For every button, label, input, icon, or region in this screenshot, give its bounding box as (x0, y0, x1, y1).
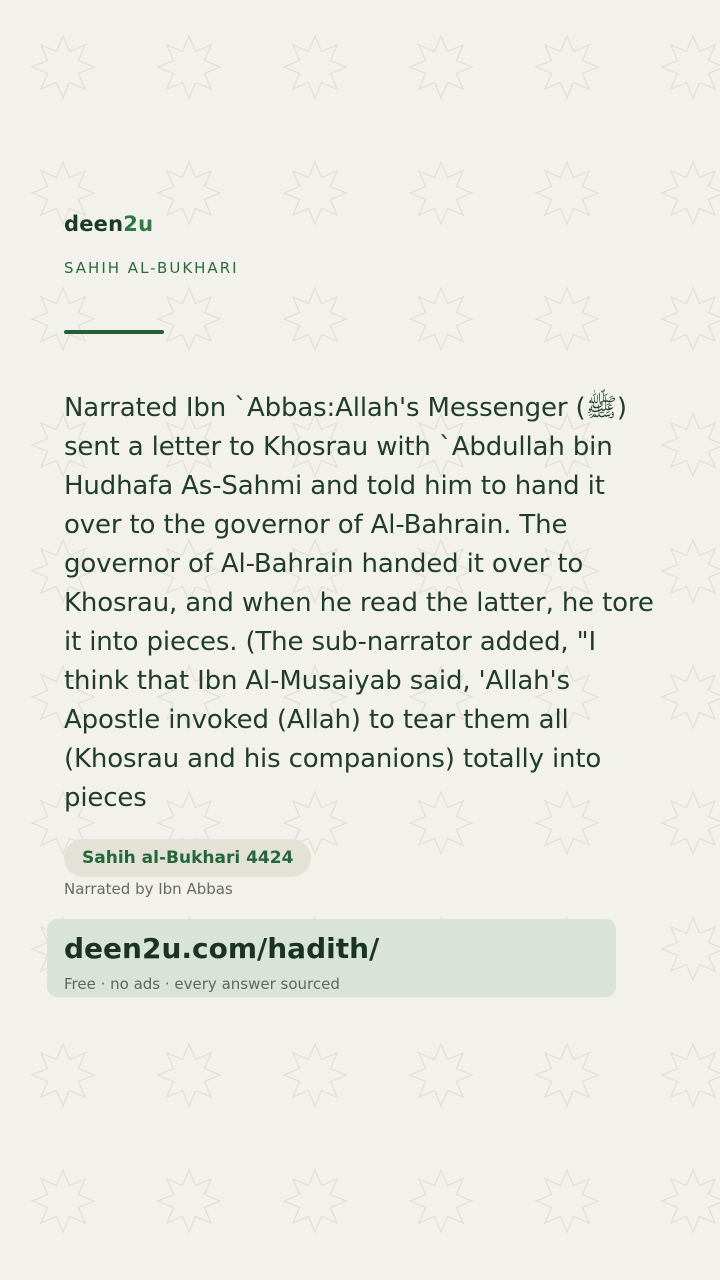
hadith-text: Narrated Ibn `Abbas:Allah's Messenger (ﷺ) sent a letter to Khosrau with `Abdullah bin Hudhafa As-Sahmi and told him to hand it over to the governor of Al-Bahrain. The governor of Al-Bahrain handed it over to Khosrau, and when he read the latter, he tore it into pieces. (The sub-narrator added, "I think that Ibn Al-Musaiyab said, 'Allah's Apostle invoked (Allah) to tear them all (Khosrau and his companions) totally into pieces (64, 393, 654, 813)
brand-name-accent: 2u (123, 212, 154, 236)
brand-logo (64, 212, 153, 236)
hadith-reference-badge[interactable]: Sahih al-Bukhari 4424 (64, 839, 311, 877)
cta-tagline: Free · no ads · every answer sourced (64, 975, 340, 993)
collection-label: SAHIH AL-BUKHARI (64, 259, 239, 277)
cta-banner[interactable] (47, 919, 616, 997)
cta-url-link[interactable]: deen2u.com/hadith/ (64, 932, 380, 965)
divider (64, 330, 164, 334)
narrator-label: Narrated by Ibn Abbas (64, 880, 233, 898)
brand-name: deen (64, 212, 124, 236)
